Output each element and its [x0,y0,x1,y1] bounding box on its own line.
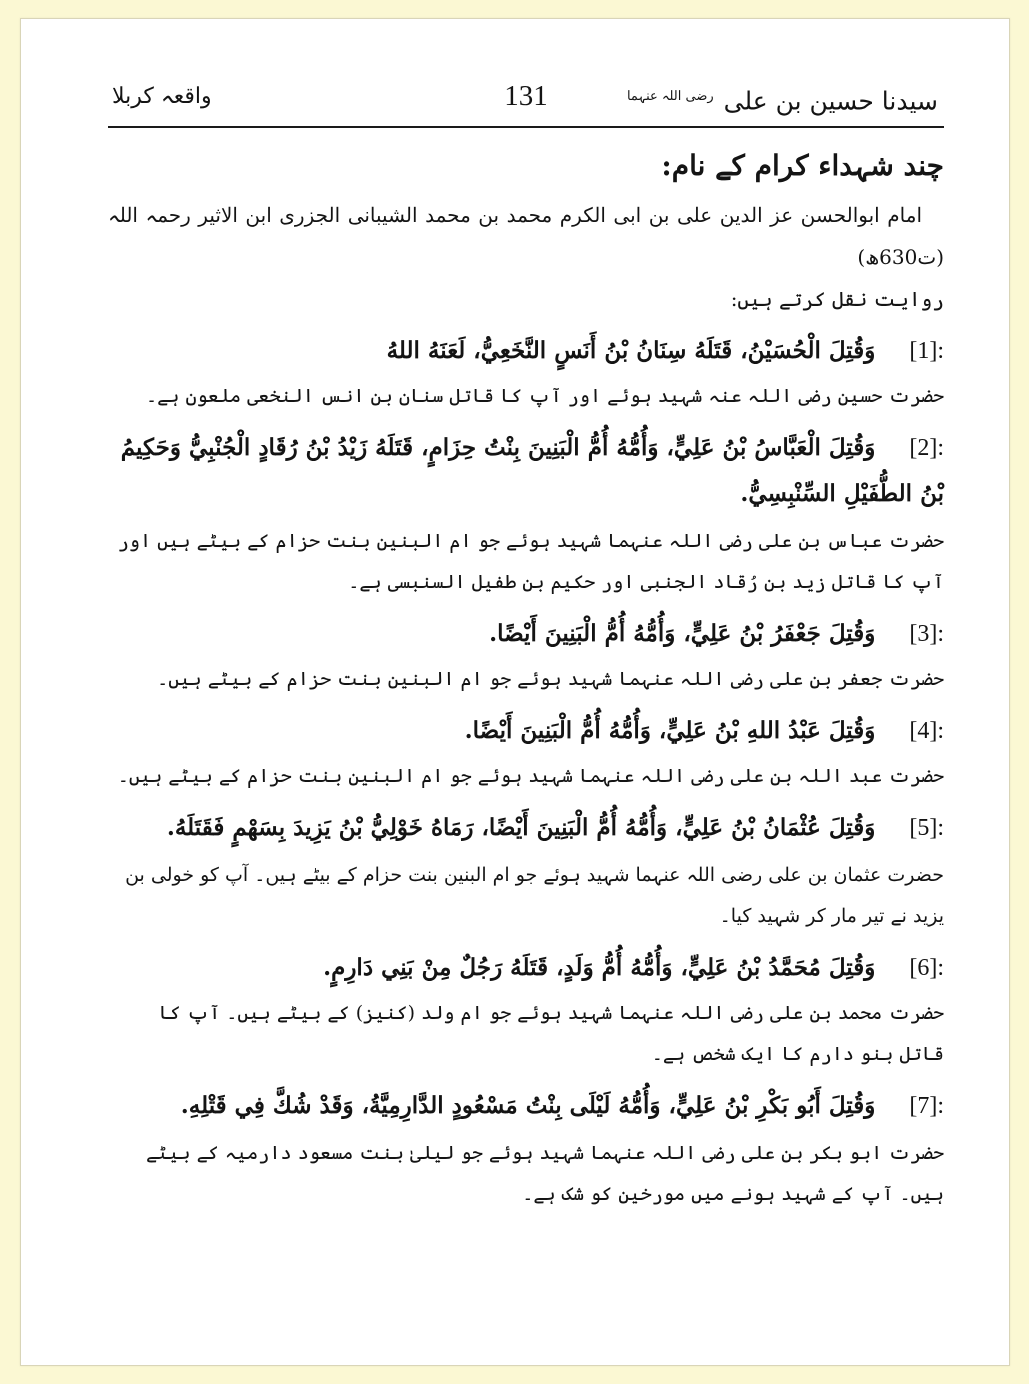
arabic-narration [108,1083,944,1129]
arabic-text: وَقُتِلَ أَبُو بَكْرِ بْنُ عَلِيٍّ، وَأُمُّهُ لَيْلَى بِنْتُ مَسْعُودٍ الدَّارِمِيَّةُ، وَقَدْ شُكَّ فِي قَتْلِهِ. [180,1092,876,1119]
urdu-translation: حضرت عباس بن علی رضی اللہ عنہما شہید ہوئے جو ام البنین بنت حزام کے بیٹے ہیں اور آپ کا قاتل زید بن رُقاد الجنبی اور حکیم بن طفیل السنبسی ہے۔ [117,530,944,593]
book-title-text: سیدنا حسین بن علی [723,86,938,116]
arabic-text: وَقُتِلَ عَبْدُ اللهِ بْنُ عَلِيٍّ، وَأُمُّهُ أُمُّ الْبَنِينَ أَيْضًا. [464,717,876,744]
arabic-narration [108,708,944,754]
section-title: چند شہداء کرام کے نام: [661,149,944,182]
page-content [108,140,944,1215]
entry-number: [4]: [909,718,944,744]
arabic-narration [108,611,944,657]
arabic-narration [108,425,944,517]
entry-2 [108,425,944,603]
urdu-translation: حضرت عثمان بن علی رضی اللہ عنہما شہید ہوئے جو ام البنین بنت حزام کے بیٹے ہیں۔ آپ کو خولی بن یزید نے تیر مار کر شہید کیا۔ [125,864,944,927]
entry-3 [108,611,944,700]
entry-4 [108,708,944,797]
page-header [108,70,944,128]
urdu-translation: حضرت عبد اللہ بن علی رضی اللہ عنہما شہید ہوئے جو ام البنین بنت حزام کے بیٹے ہیں۔ [117,765,944,787]
entry-number: [1]: [909,338,944,364]
arabic-narration [108,945,944,991]
honorific: رضی اللہ عنہما [626,89,714,104]
urdu-translation: حضرت حسین رضی اللہ عنہ شہید ہوئے اور آپ کا قاتل سنان بن انس النخعی ملعون ہے۔ [146,385,944,407]
intro-paragraph [108,194,944,320]
entry-number: [6]: [909,955,944,981]
entry-1 [108,328,944,417]
urdu-translation: حضرت ابو بکر بن علی رضی اللہ عنہما شہید ہوئے جو لیلیٰ بنت مسعود دارمیہ کے بیٹے ہیں۔ آپ کے شہید ہونے میں مورخین کو شک ہے۔ [146,1142,944,1205]
arabic-narration [108,805,944,851]
arabic-narration [108,328,944,374]
arabic-text: وَقُتِلَ الْعَبَّاسُ بْنُ عَلِيٍّ، وَأُمُّهُ أُمُّ الْبَنِينَ بِنْتُ حِزَامٍ، قَتَلَهُ زَيْدُ بْنُ رُقَادٍ الْجُنْبِيُّ وَحَكِيمُ بْنُ الطُّفَيْلِ السِّنْبِسِيُّ. [120,434,944,507]
urdu-translation: حضرت جعفر بن علی رضی اللہ عنہما شہید ہوئے جو ام البنین بنت حزام کے بیٹے ہیں۔ [157,668,944,690]
intro-line-1: امام ابوالحسن عز الدین علی بن ابی الکرم محمد بن محمد الشیبانی الجزری ابن الاثیر رحمہ اللہ (ت630ھ) [108,203,944,269]
arabic-text: وَقُتِلَ الْحُسَيْنُ، قَتَلَهُ سِنَانُ بْنُ أَنَسٍ النَّخَعِيُّ، لَعَنَهُ اللهُ [386,337,876,364]
entry-number: [5]: [909,815,944,841]
urdu-translation: حضرت محمد بن علی رضی اللہ عنہما شہید ہوئے جو ام ولد (کنیز) کے بیٹے ہیں۔ آپ کا قاتل بنو دارم کا ایک شخص ہے۔ [158,1002,944,1065]
arabic-text: وَقُتِلَ عُثْمَانُ بْنُ عَلِيٍّ، وَأُمُّهُ أُمُّ الْبَنِينَ أَيْضًا، رَمَاهُ خَوْلِيُّ بْنُ يَزِيدَ بِسَهْمٍ فَقَتَلَهُ. [166,814,876,841]
arabic-text: وَقُتِلَ جَعْفَرُ بْنُ عَلِيٍّ، وَأُمُّهُ أُمُّ الْبَنِينَ أَيْضًا. [489,620,876,647]
chapter-title: واقعہ کربلا [112,84,212,109]
entry-number: [2]: [909,435,944,461]
page-number: 131 [504,80,548,112]
entry-number: [3]: [909,621,944,647]
intro-line-2: روایت نقل کرتے ہیں: [730,287,944,311]
entry-6 [108,945,944,1075]
entry-5 [108,805,944,937]
entry-7 [108,1083,944,1215]
entry-number: [7]: [909,1093,944,1119]
arabic-text: وَقُتِلَ مُحَمَّدُ بْنُ عَلِيٍّ، وَأُمُّهُ أُمُّ وَلَدٍ، قَتَلَهُ رَجُلٌ مِنْ بَنِي دَارِمٍ. [323,954,876,981]
